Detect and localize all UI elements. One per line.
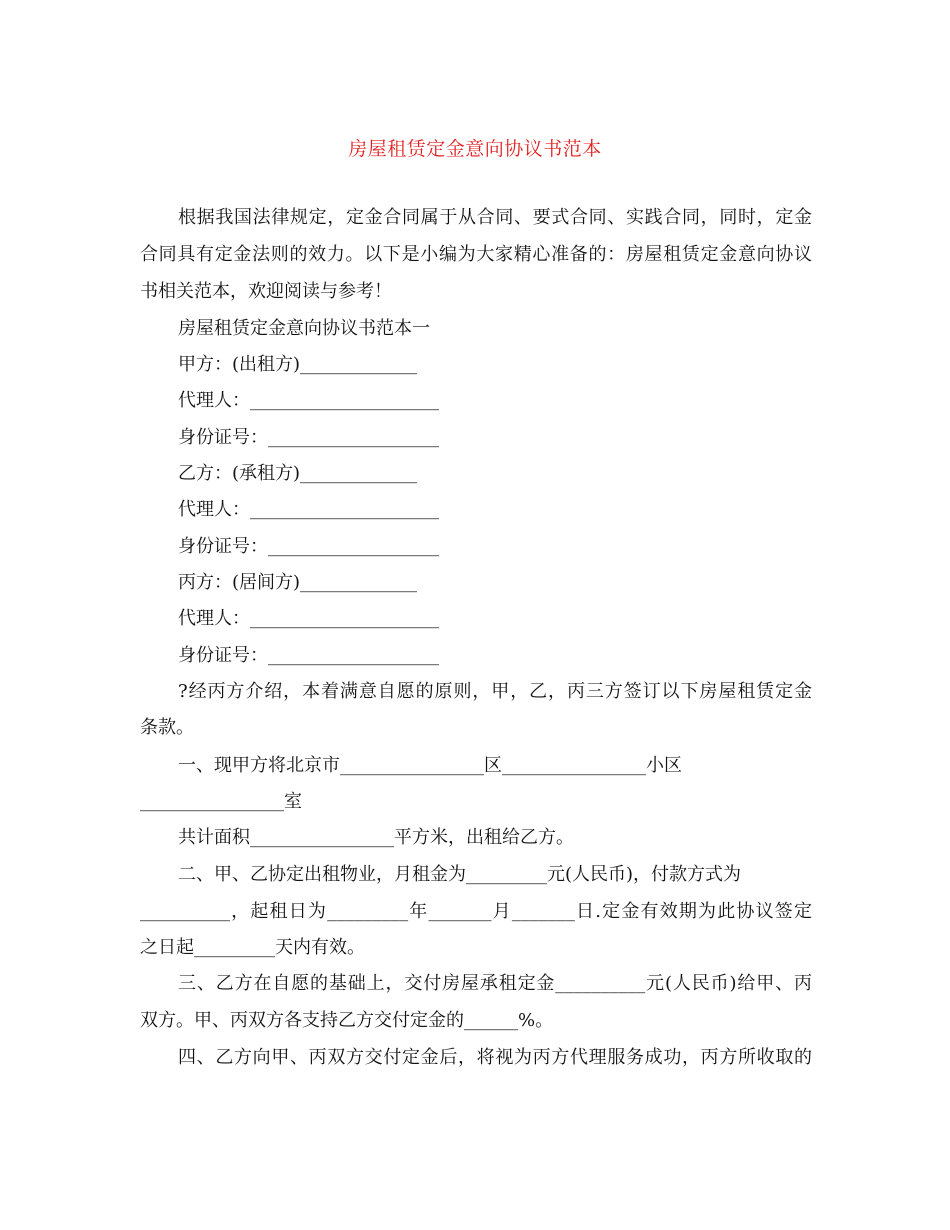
intro-line-2: 合同具有定金法则的效力。以下是小编为大家精心准备的：房屋租赁定金意向协议 <box>140 244 812 265</box>
party-a-agent: 代理人：_____________________ <box>178 390 439 411</box>
party-c: 丙方：(居间方)_____________ <box>178 572 418 593</box>
section-heading: 房屋租赁定金意向协议书范本一 <box>178 318 430 339</box>
party-c-id: 身份证号：___________________ <box>178 645 439 666</box>
clause-4-line-1: 四、乙方向甲、丙双方交付定金后，将视为丙方代理服务成功，丙方所收取的 <box>178 1047 812 1068</box>
party-b-id: 身份证号：___________________ <box>178 536 439 557</box>
party-b: 乙方：(承租方)_____________ <box>178 463 418 484</box>
party-b-agent: 代理人：_____________________ <box>178 499 439 520</box>
clause-3-line-1: 三、乙方在自愿的基础上，交付房屋承租定金__________元(人民币)给甲、丙 <box>178 973 812 994</box>
document-title: 房屋租赁定金意向协议书范本 <box>348 138 602 160</box>
party-a: 甲方：(出租方)_____________ <box>178 354 418 375</box>
preamble-line-2: 条款。 <box>140 717 194 738</box>
party-c-agent: 代理人：_____________________ <box>178 608 439 629</box>
clause-3-line-2: 双方。甲、丙双方各支持乙方交付定金的______%。 <box>140 1010 554 1031</box>
party-a-id: 身份证号：___________________ <box>178 427 439 448</box>
clause-1-line-1: 一、现甲方将北京市________________区________________小区 <box>178 755 682 776</box>
clause-2-line-3: 之日起_________天内有效。 <box>140 937 365 958</box>
clause-2-line-1: 二、甲、乙协定出租物业，月租金为_________元(人民币)，付款方式为 <box>178 864 742 885</box>
clause-1-line-3: 共计面积________________平方米，出租给乙方。 <box>178 827 574 848</box>
intro-line-3: 书相关范本，欢迎阅读与参考！ <box>140 281 392 302</box>
intro-line-1: 根据我国法律规定，定金合同属于从合同、要式合同、实践合同，同时，定金 <box>178 207 812 228</box>
clause-1-line-2: ________________室 <box>140 791 302 812</box>
preamble-line-1: ?经丙方介绍，本着满意自愿的原则，甲，乙，丙三方签订以下房屋租赁定金 <box>178 681 812 702</box>
clause-2-line-2: __________，起租日为_________年_______月_______日.定金有效期为此协议签定 <box>140 901 812 922</box>
